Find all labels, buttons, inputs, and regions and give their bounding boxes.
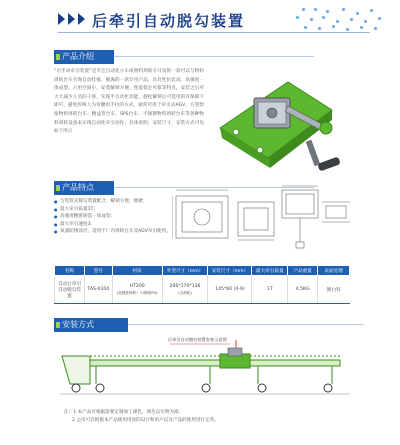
table-row xyxy=(55,276,350,304)
section-heading-features: 产品特点 xyxy=(54,181,114,195)
section-heading-install: 安装方式 xyxy=(54,318,128,332)
column-header: 名称 xyxy=(55,266,85,276)
intro-paragraph: “后手动牵引装置”是专注自动化小车或物料周转车开发的一款可以与物料周转台车实现自动挂接、脱离的一款专用产品，具有性价比高、高强度一体成型、占用空间小、安装解锁方便、性能稳定可靠等特点，安装之后可大大减少人员的干预，实现半自动化功能，旋松解锁后可选用的有保障下即可，避免传统人为弯腰用手拉的方式，通常可用于牵引式AGV、方管焊接物料周转台车、精益管台车、SPS台车、不锈钢物料周转台车等各种物料周转设备来实现自动化牵引动作；具体说明、安装尺寸、安装方式可见如下所示 xyxy=(54,69,204,135)
chevron-right-icon xyxy=(68,13,75,25)
cell-weight: 4.5KG xyxy=(288,276,318,304)
page-title: 后牵引自动脱勾装置 xyxy=(92,12,246,30)
column-header: 材质 xyxy=(112,266,162,276)
size-value: 206*170*136 xyxy=(169,283,201,289)
cell-size xyxy=(162,276,208,304)
cell-model: TAS-0104 xyxy=(84,276,112,304)
installation-diagram xyxy=(60,336,350,402)
section-heading-intro: 产品介绍 xyxy=(54,50,114,64)
column-header: 产品重量 xyxy=(288,266,318,276)
cell-surface: 镀白锌 xyxy=(318,276,350,304)
cell-material xyxy=(112,276,162,304)
chevron-right-icon xyxy=(78,13,85,25)
note-line: 注：1.本产品可根据需要定制加工颜色，颜色以实物为准； xyxy=(64,410,184,415)
cell-install-size: 145*60 (4-9) xyxy=(208,276,252,304)
size-note: (含滑轮) xyxy=(178,290,192,295)
cell-name: 自动后牵引自动脱勾装置 xyxy=(55,276,85,304)
diagram-label: 后牵引自动脱勾装置安装示意图 xyxy=(168,337,227,342)
material-note: (高强度铸铁）+(钢管PU) xyxy=(116,290,158,295)
product-render-image xyxy=(214,76,354,188)
feature-item: ● 与短管式脱勾装置配合，解锁方便，便捷； xyxy=(54,198,204,206)
column-header: 外型尺寸（mm） xyxy=(162,266,208,276)
title-underline xyxy=(58,32,370,33)
cell-max-load: 1T xyxy=(252,276,288,304)
spec-table-header-row xyxy=(55,266,350,276)
feature-item: ● 高强度精密铸造一体成型； xyxy=(54,213,204,221)
note-line: 2.公司可以根据本产品使用用途的设计和用户以及产品的使用进行完善。 xyxy=(72,418,219,423)
column-header: 表面处理 xyxy=(318,266,350,276)
feature-item: ● 氧漆防锈涂层，适用于厂内周转台车及AGV牵引使用。 xyxy=(54,228,204,236)
decorative-dot-grid xyxy=(292,6,382,32)
spec-table xyxy=(54,265,350,304)
column-header: 安装尺寸（mm） xyxy=(208,266,252,276)
features-list xyxy=(54,198,204,236)
page-header xyxy=(0,0,400,40)
column-header: 型号 xyxy=(84,266,112,276)
notes xyxy=(64,409,344,425)
column-header: 最大牵引质量 xyxy=(252,266,288,276)
material-value: HT200 xyxy=(129,283,145,289)
feature-item: ● 最大牵引速度3； xyxy=(54,221,204,229)
chevron-right-icon xyxy=(58,13,65,25)
feature-item: ● 最大牵引质量1T； xyxy=(54,206,204,214)
